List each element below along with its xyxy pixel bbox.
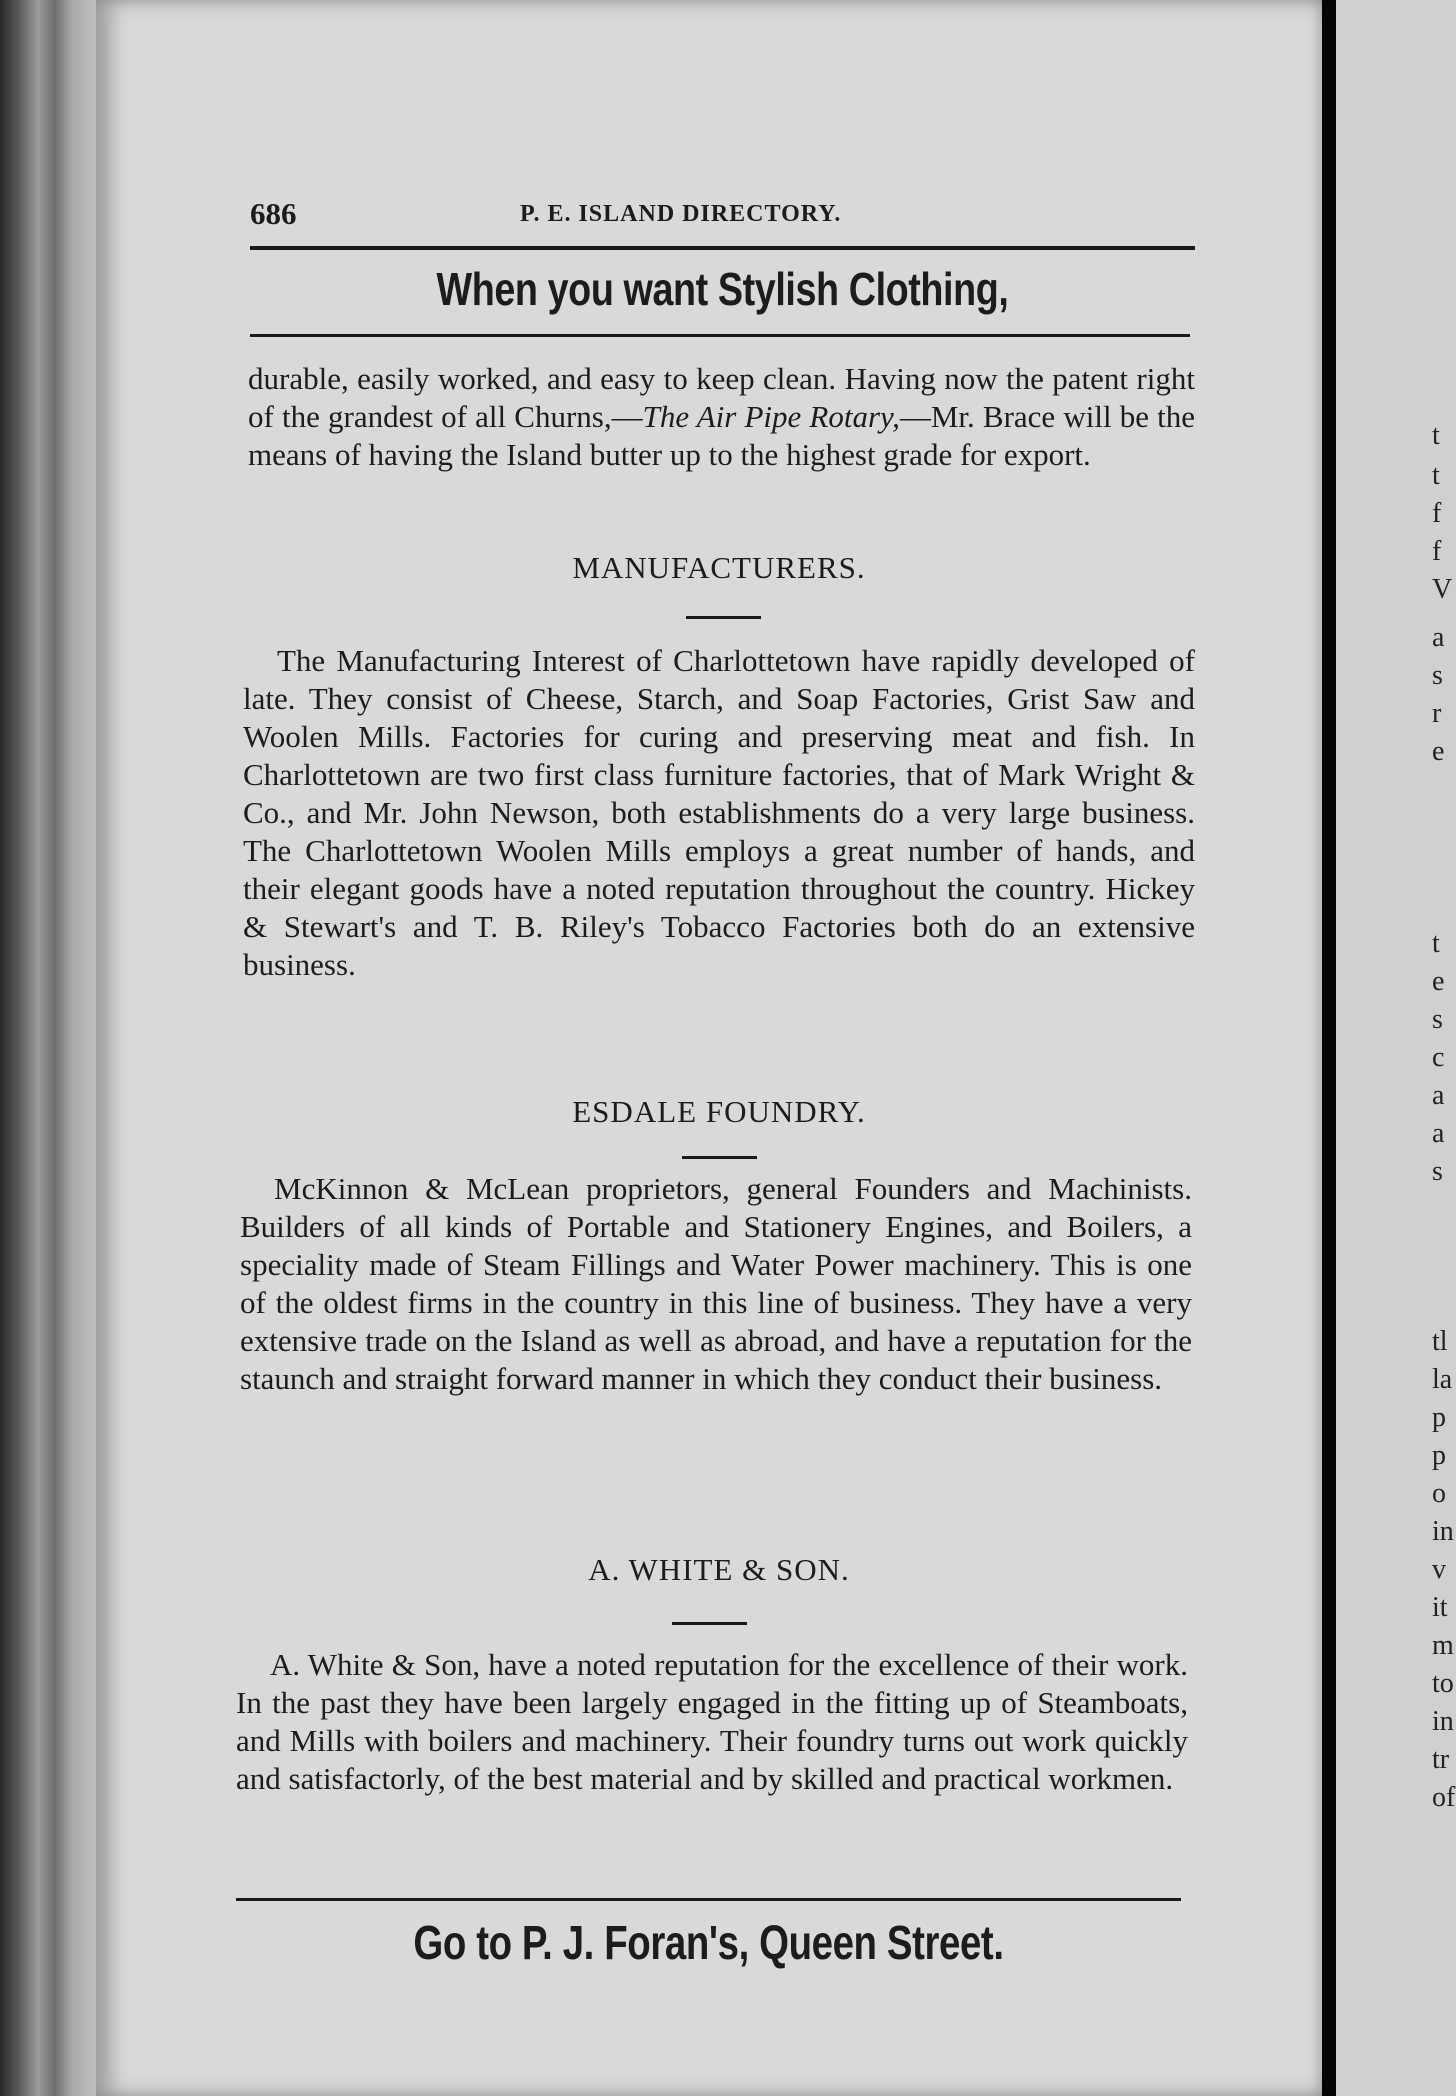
- edge-letter: tl: [1432, 1326, 1448, 1357]
- bottom-banner-ad: Go to P. J. Foran's, Queen Street.: [413, 1917, 1004, 1970]
- page-number: 686: [250, 196, 297, 231]
- section-title-esdale-foundry: ESDALE FOUNDRY.: [572, 1094, 866, 1129]
- intro-paragraph: [248, 360, 1195, 474]
- section-divider: [672, 1622, 747, 1625]
- edge-letter: in: [1432, 1706, 1454, 1737]
- footer-rule: [236, 1898, 1181, 1901]
- edge-letter: tr: [1432, 1744, 1450, 1775]
- edge-letter: f: [1432, 536, 1442, 567]
- intro-italic: The Air Pipe Rotary,: [642, 399, 900, 434]
- edge-letter: e: [1432, 966, 1445, 997]
- esdale-text: McKinnon & McLean proprietors, general Founders and Machinists. Builders of all kinds of Portable and Stationery Engines, and Boilers, a speciality made of Steam Fillings and Water Power machinery. This is one of the oldest firms in the country in this line of business. They have a very extensive trade on the Island as well as abroad, and have a reputation for the staunch and straight forward manner in which they conduct their business.: [240, 1171, 1192, 1396]
- section-title-white-son: A. WHITE & SON.: [588, 1552, 850, 1587]
- edge-letter: e: [1432, 736, 1445, 767]
- page-gutter: [1322, 0, 1336, 2096]
- edge-letter: a: [1432, 1118, 1445, 1149]
- section-title-manufacturers: MANUFACTURERS.: [572, 550, 866, 585]
- edge-letter: to: [1432, 1668, 1454, 1699]
- white-son-text: A. White & Son, have a noted reputation for the excellence of their work. In the past they have been largely engaged in the fitting up of Steamboats, and Mills with boilers and machinery. Their foundry turns out work quickly and satisfactorly, of the best material and by skilled and practical workmen.: [236, 1647, 1188, 1796]
- edge-letter: p: [1432, 1402, 1446, 1433]
- edge-letter: in: [1432, 1516, 1454, 1547]
- edge-letter: s: [1432, 660, 1443, 691]
- edge-letter: a: [1432, 622, 1445, 653]
- edge-letter: of: [1432, 1782, 1456, 1813]
- manufacturers-text: The Manufacturing Interest of Charlottetown have rapidly developed of late. They consist of Cheese, Starch, and Soap Factories, Grist Saw and Woolen Mills. Factories for curing and preserving meat and fish. In Charlottetown are two first class furniture factories, that of Mark Wright & Co., and Mr. John Newson, both establishments do a very large business. The Charlottetown Woolen Mills employs a great number of hands, and their elegant goods have a noted reputation throughout the country. Hickey & Stewart's and T. B. Riley's Tobacco Factories both do an extensive business.: [243, 643, 1195, 982]
- running-head-title: P. E. ISLAND DIRECTORY.: [520, 201, 842, 227]
- edge-letter: V: [1432, 574, 1453, 605]
- edge-letter: t: [1432, 420, 1440, 451]
- banner-rule: [250, 334, 1190, 337]
- edge-letter: c: [1432, 1042, 1445, 1073]
- intro-text-2: —Mr. Brace will be the means of having the Island butter up to the highest grade for export.: [248, 399, 1195, 472]
- edge-letter: f: [1432, 498, 1442, 529]
- intro-text-1: durable, easily worked, and easy to keep clean. Having now the patent right of the grandest of all Churns,—: [248, 361, 1195, 434]
- edge-letter: t: [1432, 928, 1440, 959]
- section-divider: [686, 616, 761, 619]
- edge-letter: s: [1432, 1156, 1443, 1187]
- header-rule: [250, 246, 1195, 250]
- running-header: [250, 196, 1195, 236]
- edge-letter: t: [1432, 460, 1440, 491]
- edge-letter: o: [1432, 1478, 1446, 1509]
- book-spine: [0, 0, 100, 2096]
- top-banner-ad: When you want Stylish Clothing,: [436, 263, 1009, 315]
- edge-letter: v: [1432, 1554, 1446, 1585]
- edge-letter: la: [1432, 1364, 1453, 1395]
- edge-letter: a: [1432, 1080, 1445, 1111]
- esdale-paragraph: [240, 1170, 1192, 1398]
- edge-letter: it: [1432, 1592, 1448, 1623]
- edge-letter: p: [1432, 1440, 1446, 1471]
- edge-letter: s: [1432, 1004, 1443, 1035]
- edge-letter: r: [1432, 698, 1442, 729]
- manufacturers-paragraph: [243, 642, 1195, 984]
- section-divider: [682, 1156, 757, 1159]
- edge-letter: m: [1432, 1630, 1454, 1661]
- white-son-paragraph: [236, 1646, 1188, 1798]
